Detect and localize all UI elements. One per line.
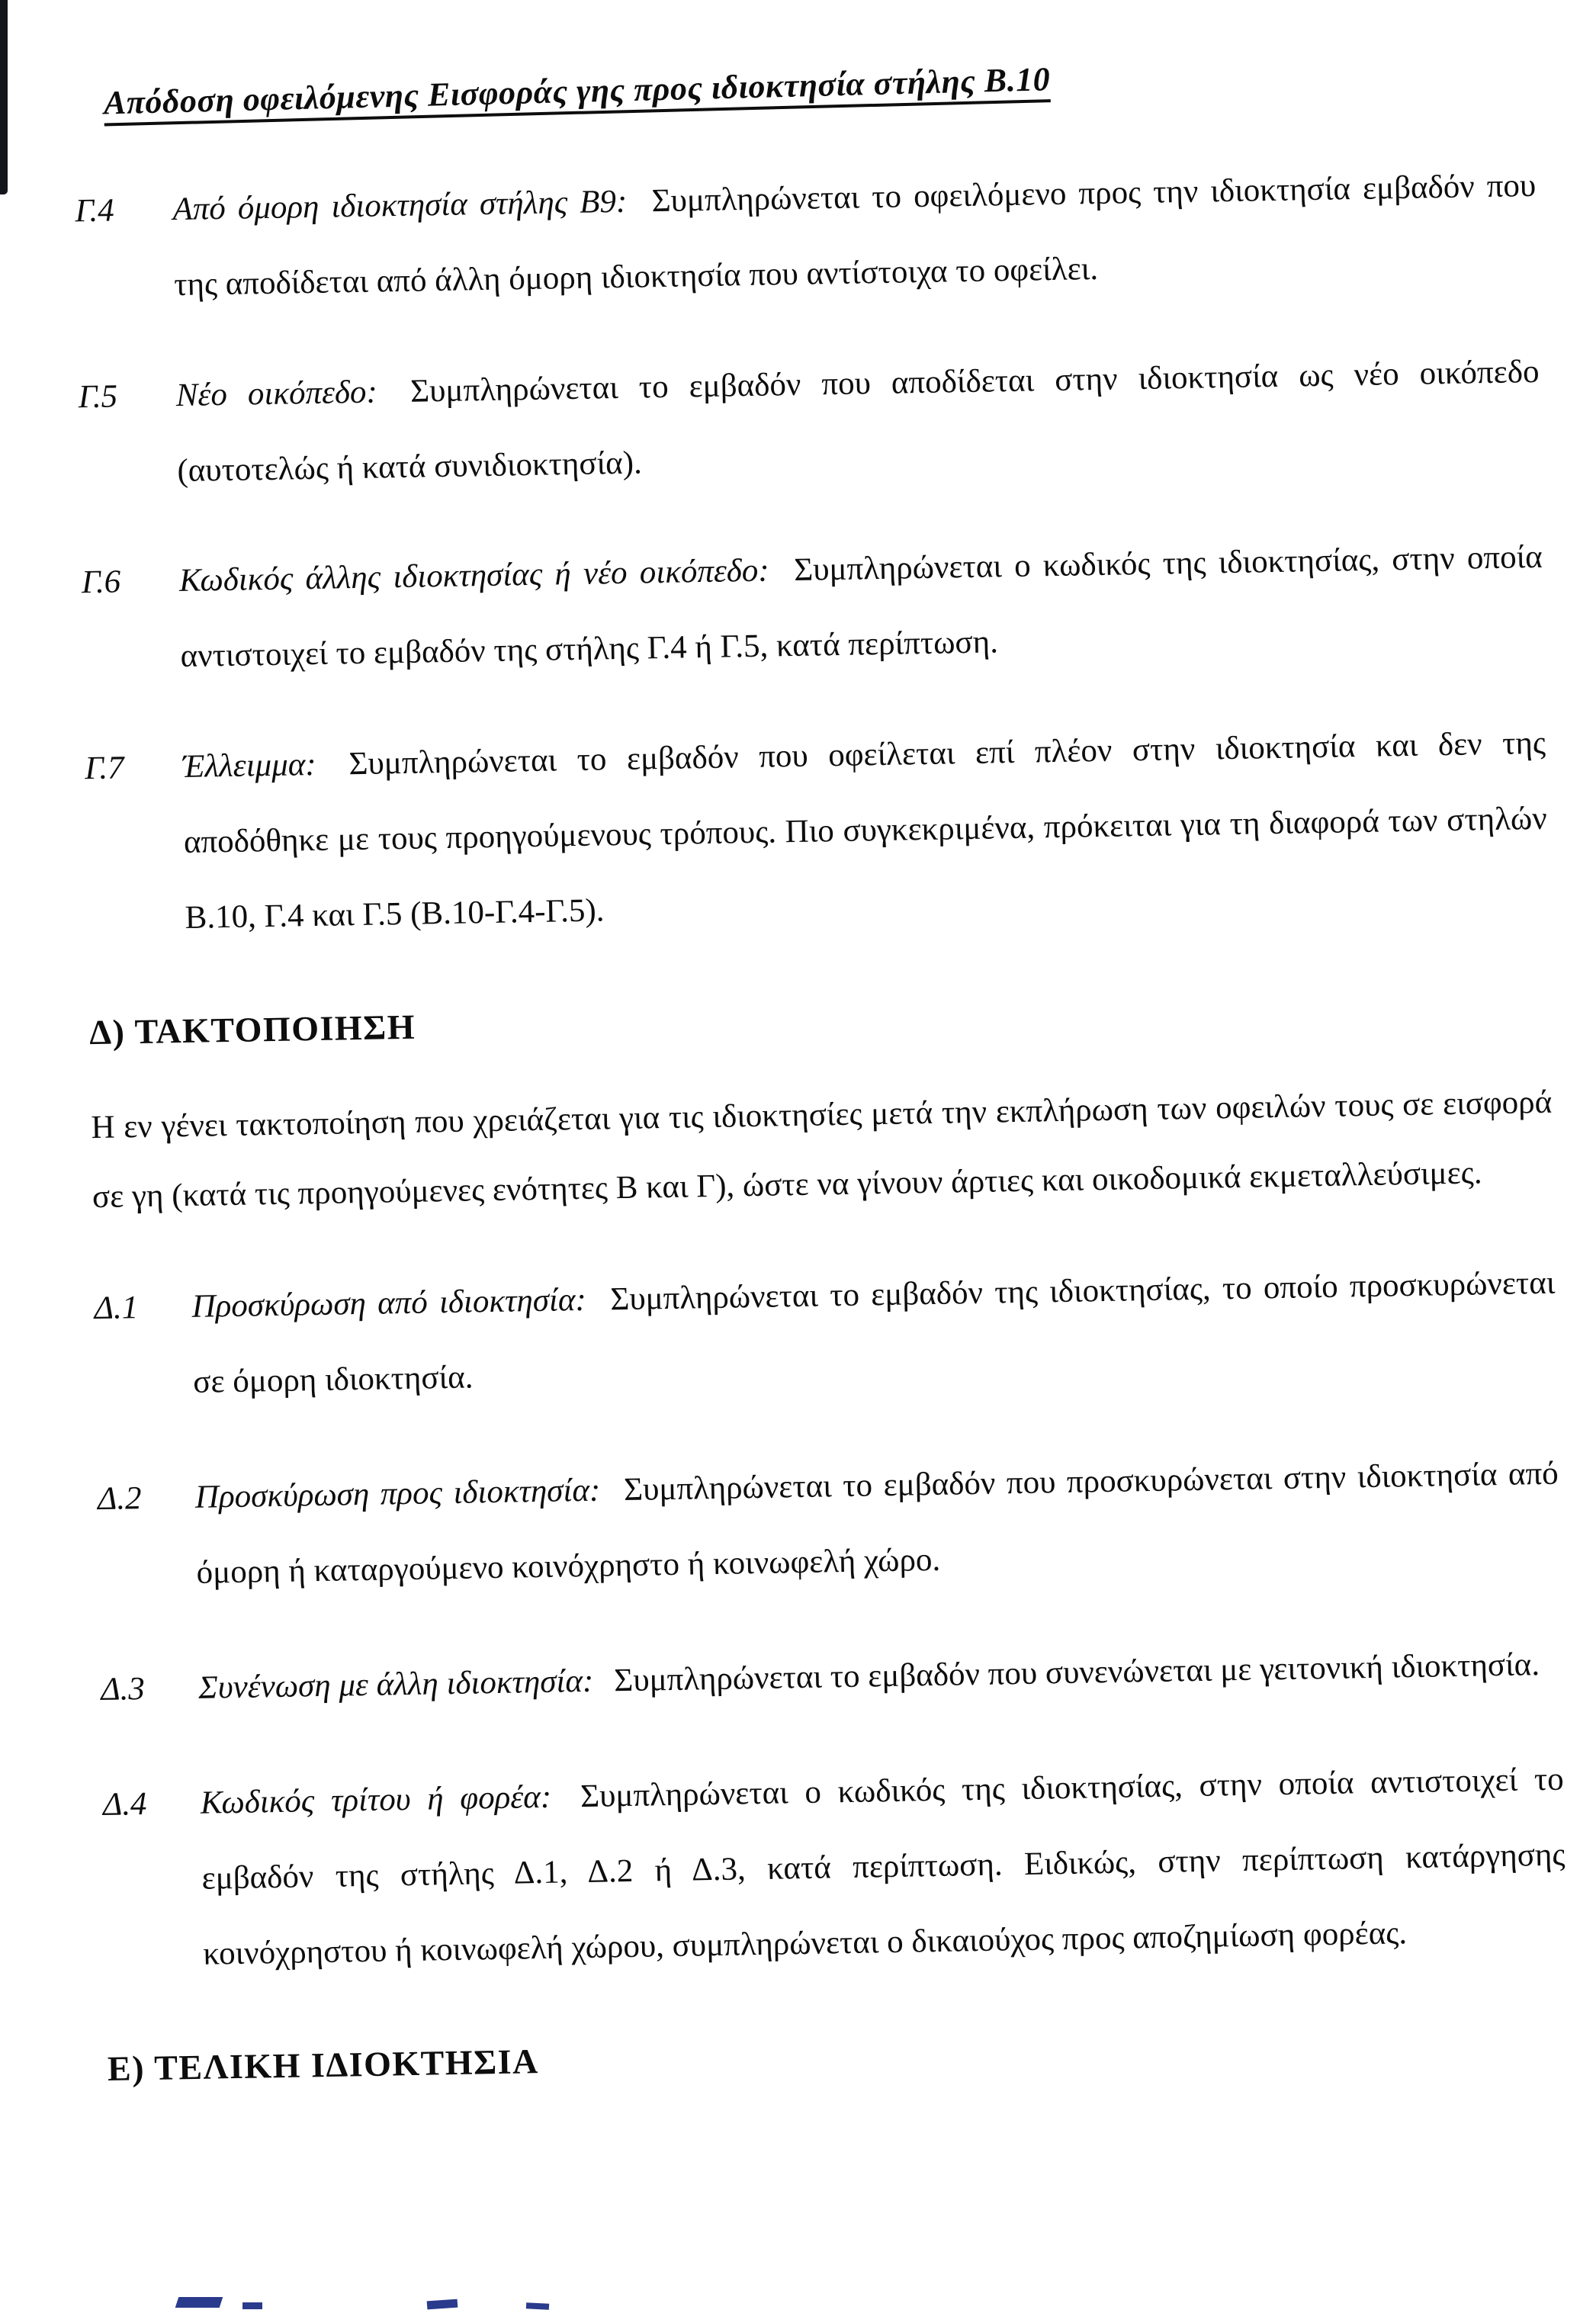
item-term: Κωδικός άλλης ιδιοκτησίας ή νέο οικόπεδο: bbox=[178, 552, 770, 599]
item-number: Γ.6 bbox=[81, 564, 121, 601]
document-content bbox=[72, 38, 1569, 2090]
item-paragraph bbox=[175, 335, 1541, 509]
item-number: Δ.1 bbox=[94, 1290, 139, 1327]
item-definition: Συμπληρώνεται το εμβαδόν που αποδίδεται στην ιδιοκτησία ως νέο οικόπεδο (αυτοτελώς ή κατά συνιδιοκτησία). bbox=[177, 353, 1540, 489]
item-number: Δ.2 bbox=[97, 1480, 142, 1518]
list-item-d2 bbox=[97, 1437, 1560, 1613]
item-paragraph bbox=[178, 520, 1544, 695]
list-item-g4 bbox=[75, 149, 1538, 325]
item-definition: Συμπληρώνεται το εμβαδόν που προσκυρώνεται στην ιδιοκτησία από όμορη ή καταργούμενο κοινόχρηστο ή κοινωφελή χώρο. bbox=[196, 1455, 1559, 1591]
section-heading-delta: Δ) ΤΑΚΤΟΠΟΙΗΣΗ bbox=[88, 1007, 416, 1052]
item-number: Δ.4 bbox=[102, 1785, 147, 1823]
scan-blue-mark-artifact bbox=[242, 2302, 262, 2309]
item-definition: Συμπληρώνεται το εμβαδόν της ιδιοκτησίας, το οποίο προσκυρώνεται σε όμορη ιδιοκτησία. bbox=[192, 1265, 1556, 1401]
list-item-d4 bbox=[102, 1742, 1567, 1994]
item-number: Γ.5 bbox=[78, 378, 118, 415]
item-number: Γ.4 bbox=[75, 192, 115, 230]
section-intro-paragraph: Η εν γένει τακτοποίηση που χρειάζεται για τις ιδιοκτησίες μετά την εκπλήρωση των οφειλών τους σε εισφορά σε γη (κατά τις προηγούμενες ενότητες Β και Γ), ώστε να γίνουν άρτιες και οικοδομικά εκμεταλλεύσιμες. bbox=[91, 1084, 1553, 1216]
item-paragraph bbox=[200, 1742, 1567, 1992]
list-item-d1 bbox=[94, 1246, 1557, 1422]
item-definition: Συμπληρώνεται ο κωδικός της ιδιοκτησίας, στην οποία αντιστοιχεί το εμβαδόν της στήλης Γ.4 ή Γ.5, κατά περίπτωση. bbox=[180, 539, 1543, 675]
item-term: Προσκύρωση από ιδιοκτησία: bbox=[191, 1282, 587, 1325]
item-paragraph bbox=[191, 1246, 1557, 1421]
item-term: Από όμορη ιδιοκτησία στήλης Β9: bbox=[172, 183, 628, 227]
item-term: Έλλειμμα: bbox=[181, 747, 317, 786]
scan-edge-artifact bbox=[0, 0, 8, 194]
item-definition: Συμπληρώνεται το οφειλόμενο προς την ιδιοκτησία εμβαδόν που της αποδίδεται από άλλη όμορη ιδιοκτησία που αντίστοιχα το οφείλει. bbox=[173, 167, 1537, 303]
scan-blue-mark-artifact bbox=[175, 2297, 223, 2308]
item-paragraph bbox=[181, 706, 1549, 956]
item-definition: Συμπληρώνεται ο κωδικός της ιδιοκτησίας, στην οποία αντιστοιχεί το εμβαδόν της στήλης Δ.1, Δ.2 ή Δ.3, κατά περίπτωση. Ειδικώς, στην περίπτωση κατάργησης κοινόχρηστου ή κοινωφελή χώρου, συμπληρώνεται ο δικαιούχος προς αποζημίωση φορέας. bbox=[201, 1761, 1565, 1972]
list-item-d3 bbox=[100, 1627, 1562, 1728]
item-definition: Συμπληρώνεται το εμβαδόν που οφείλεται επί πλέον στην ιδιοκτησία και δεν της αποδόθηκε με τους προηγούμενους τρόπους. Πιο συγκεκριμένα, πρόκειται για τη διαφορά των στηλών Β.10, Γ.4 και Γ.5 (Β.10-Γ.4-Γ.5). bbox=[183, 725, 1548, 936]
list-item-g5 bbox=[78, 335, 1541, 511]
item-number: Δ.3 bbox=[100, 1671, 146, 1708]
item-paragraph bbox=[194, 1437, 1560, 1611]
scan-blue-mark-artifact bbox=[526, 2302, 549, 2310]
item-definition: Συμπληρώνεται το εμβαδόν που συνενώνεται με γειτονική ιδιοκτησία. bbox=[613, 1647, 1540, 1699]
item-paragraph bbox=[197, 1627, 1562, 1727]
item-number: Γ.7 bbox=[84, 750, 124, 787]
item-paragraph bbox=[172, 149, 1538, 323]
document-title: Απόδοση οφειλόμενης Εισφοράς γης προς ιδιοκτησία στήλης Β.10 bbox=[103, 60, 1051, 122]
scan-blue-mark-artifact bbox=[427, 2299, 458, 2310]
list-item-g7 bbox=[84, 706, 1549, 958]
item-term: Κωδικός τρίτου ή φορέα: bbox=[200, 1778, 552, 1821]
item-term: Νέο οικόπεδο: bbox=[175, 374, 378, 413]
item-term: Συνένωση με άλλη ιδιοκτησία: bbox=[197, 1663, 594, 1706]
delta-item-list bbox=[94, 1246, 1567, 1994]
item-term: Προσκύρωση προς ιδιοκτησία: bbox=[194, 1472, 601, 1516]
section-heading-epsilon: Ε) ΤΕΛΙΚΗ ΙΔΙΟΚΤΗΣΙΑ bbox=[107, 2041, 540, 2088]
list-item-g6 bbox=[81, 520, 1544, 696]
